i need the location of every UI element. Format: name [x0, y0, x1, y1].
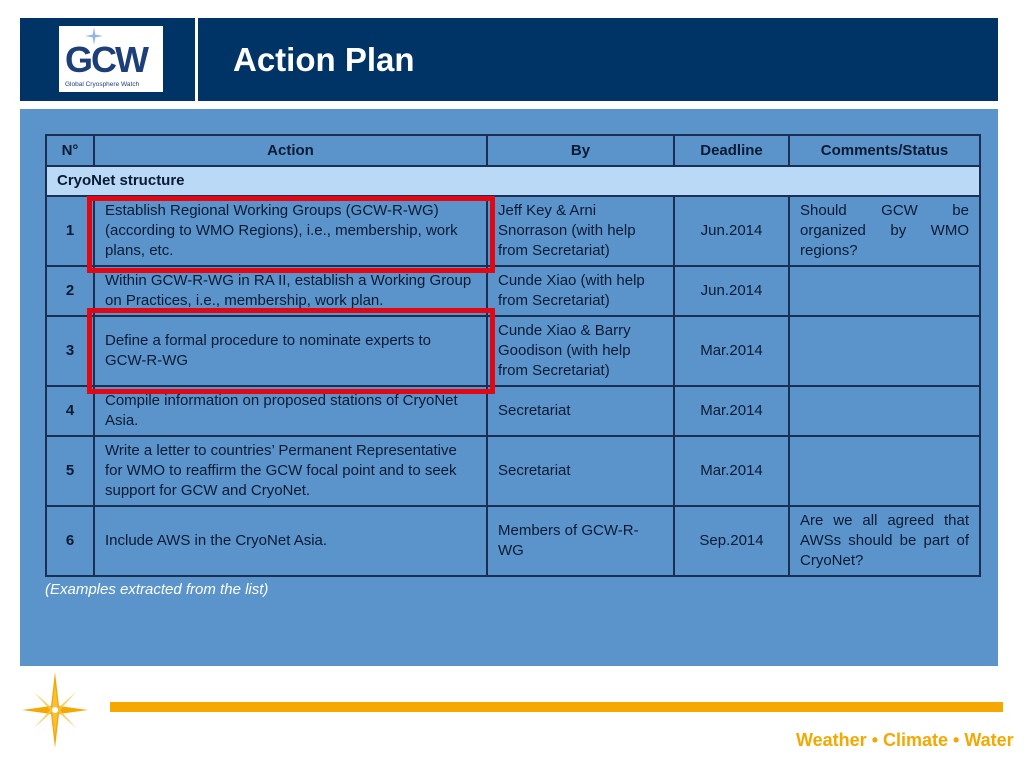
by-cell: Cunde Xiao (with help from Secretariat) — [487, 266, 674, 316]
table-row — [46, 436, 980, 506]
action-cell: Compile information on proposed stations of CryoNet Asia. — [94, 386, 487, 436]
highlight-box-row-1 — [87, 196, 495, 273]
header-divider — [195, 18, 198, 101]
logo-text: GCW — [65, 39, 147, 80]
gcw-logo — [59, 26, 163, 92]
row-number: 5 — [46, 436, 94, 506]
column-header-comments: Comments/Status — [789, 135, 980, 166]
highlight-box-row-3 — [87, 308, 495, 394]
by-cell: Secretariat — [487, 386, 674, 436]
comments-cell — [789, 316, 980, 386]
comments-cell: Are we all agreed that AWSs should be part of CryoNet? — [789, 506, 980, 576]
compass-star-icon — [20, 670, 90, 750]
table-row — [46, 506, 980, 576]
deadline-cell: Jun.2014 — [674, 266, 789, 316]
action-cell: Write a letter to countries’ Permanent Representative for WMO to reaffirm the GCW focal point and to seek support for GCW and CryoNet. — [94, 436, 487, 506]
page-title: Action Plan — [233, 41, 415, 78]
by-cell: Secretariat — [487, 436, 674, 506]
row-number: 3 — [46, 316, 94, 386]
footer-line — [110, 702, 1003, 712]
deadline-cell: Mar.2014 — [674, 316, 789, 386]
by-cell: Members of GCW-R-WG — [487, 506, 674, 576]
header-bar — [20, 18, 998, 101]
comments-cell — [789, 386, 980, 436]
comments-cell — [789, 436, 980, 506]
action-cell: Define a formal procedure to nominate experts to GCW-R-WG — [94, 316, 487, 386]
row-number: 6 — [46, 506, 94, 576]
row-number: 4 — [46, 386, 94, 436]
action-cell: Establish Regional Working Groups (GCW-R-WG) (according to WMO Regions), i.e., membership, work plans, etc. — [94, 196, 487, 266]
column-header-deadline: Deadline — [674, 135, 789, 166]
deadline-cell: Sep.2014 — [674, 506, 789, 576]
comments-cell — [789, 266, 980, 316]
deadline-cell: Mar.2014 — [674, 436, 789, 506]
footer-tagline: Weather • Climate • Water — [796, 730, 1014, 750]
table-header-row — [46, 135, 980, 166]
row-number: 2 — [46, 266, 94, 316]
comments-cell: Should GCW be organized by WMO regions? — [789, 196, 980, 266]
logo-subtitle: Global Cryosphere Watch — [65, 81, 140, 88]
by-cell: Cunde Xiao & Barry Goodison (with help from Secretariat) — [487, 316, 674, 386]
table-note: (Examples extracted from the list) — [45, 581, 269, 598]
by-cell: Jeff Key & Arni Snorrason (with help from Secretariat) — [487, 196, 674, 266]
row-number: 1 — [46, 196, 94, 266]
column-header-action: Action — [94, 135, 487, 166]
section-title: CryoNet structure — [46, 166, 980, 196]
column-header-number: N° — [46, 135, 94, 166]
deadline-cell: Jun.2014 — [674, 196, 789, 266]
action-cell: Include AWS in the CryoNet Asia. — [94, 506, 487, 576]
section-row — [46, 166, 980, 196]
action-cell: Within GCW-R-WG in RA II, establish a Working Group on Practices, i.e., membership, work plan. — [94, 266, 487, 316]
column-header-by: By — [487, 135, 674, 166]
deadline-cell: Mar.2014 — [674, 386, 789, 436]
